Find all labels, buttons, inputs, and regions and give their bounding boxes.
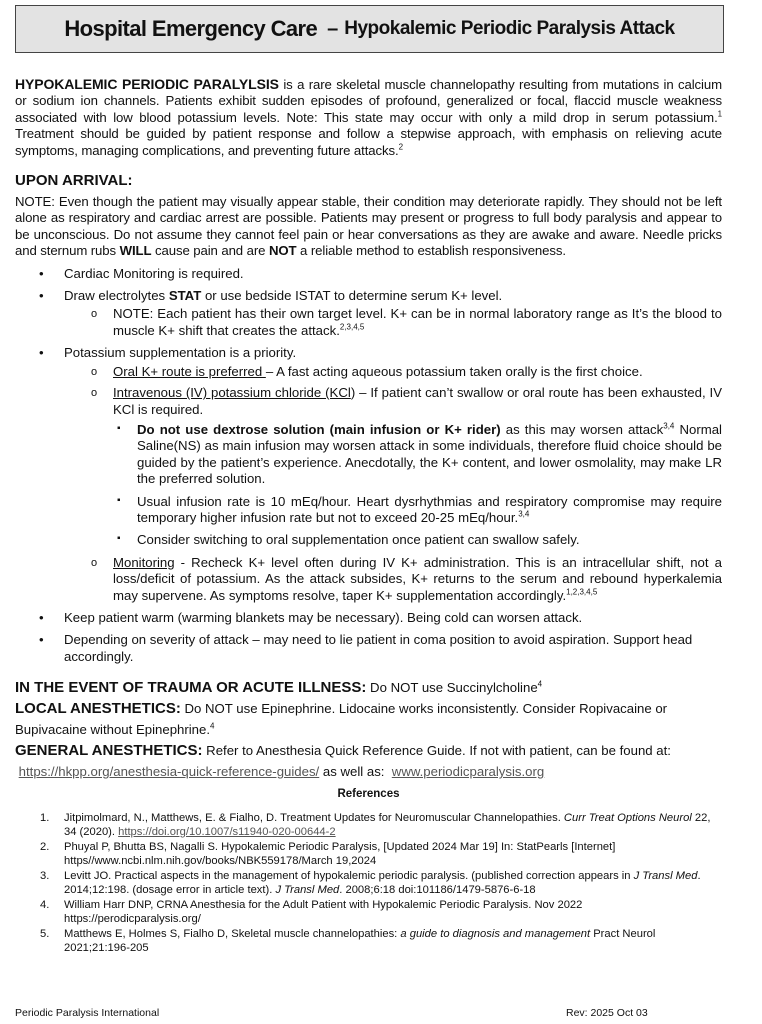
reference-item: 5. Matthews E, Holmes S, Fialho D, Skeletal muscle channelopathies: a guide to diagnosis and management Pract Neurol 2021;21:196-205 xyxy=(40,928,656,954)
citation: 3,4 xyxy=(518,509,530,519)
list-item: o NOTE: Each patient has their own target level. K+ can be in normal laboratory range as It’s the blood to muscle K+ shift that creates the attack.$^{2,3,4,5}$ xyxy=(91,306,722,338)
main-content xyxy=(15,76,722,782)
citation: 4 xyxy=(537,679,543,689)
list-item: • Cardiac Monitoring is required. xyxy=(39,265,244,281)
citation: 3,4 xyxy=(663,421,675,431)
list-item: ▪ Usual infusion rate is 10 mEq/hour. Heart dysrhythmias and respiratory compromise may require temporary higher infusion rate but not to exceed 20-25 mEq/hour.$^{3,4}$ xyxy=(117,493,722,525)
footer-organization: Periodic Paralysis International xyxy=(15,1007,160,1019)
intro-paragraph: HYPOKALEMIC PERIODIC PARALYLSIS is a rare skeletal muscle channelopathy resulting from mutations in calcium or sodium ion channels. Patients exhibit sudden episodes of profound, generalized or focal, flaccid muscle weakness associated with low blood potassium levels. Note: This state may occur with only a mild drop in serum potassium.$^1$ Treatment should be guided by patient response and follow a stepwise approach, with emphasis on relieving acute symptoms, managing complications, and preventing future attacks.$^2$ xyxy=(15,76,723,158)
general-anesthetics-alert: GENERAL ANESTHETICS: Refer to Anesthesia Quick Reference Guide. If not with patient, can be found at: https://hkpp.org/anesthesia-quick-reference-guides/ as well as: www.periodicparalysis.org xyxy=(15,742,671,780)
circle-bullet-icon: o xyxy=(91,387,98,400)
list-item: o Oral K+ route is preferred – A fast acting aqueous potassium taken orally is the first choice. xyxy=(91,363,643,379)
intro-term: HYPOKALEMIC PERIODIC PARALYLSIS xyxy=(15,76,279,92)
bullet-icon: • xyxy=(39,288,44,304)
references-heading: References xyxy=(337,788,400,800)
trauma-alert: IN THE EVENT OF TRAUMA OR ACUTE ILLNESS: Do NOT use Succinylcholine$^4$ xyxy=(15,679,543,697)
circle-bullet-icon: o xyxy=(91,308,98,321)
list-item: • Keep patient warm (warming blankets may be necessary). Being cold can worsen attack. xyxy=(39,609,583,625)
square-bullet-icon: ▪ xyxy=(117,422,121,434)
section-heading-arrival: UPON ARRIVAL: xyxy=(15,172,133,190)
footer-revision: Rev: 2025 Oct 03 xyxy=(566,1007,648,1019)
page-subtitle: Hypokalemic Periodic Paralysis Attack xyxy=(344,18,675,39)
page-title: Hospital Emergency Care xyxy=(64,16,318,41)
local-anesthetics-alert: LOCAL ANESTHETICS: Do NOT use Epinephrine. Lidocaine works inconsistently. Consider Ropivacaine or Bupivacaine without Epinephrine.$^4$ xyxy=(15,700,668,738)
page-title-box xyxy=(15,5,724,53)
references-section xyxy=(15,787,722,956)
arrival-note: NOTE: Even though the patient may visually appear stable, their condition may deteriorate rapidly. They should not be left alone as respiratory and cardiac arrest are possible. Patients may present or progress to full body paralysis and appear to be unconscious. Do not assume they cannot feel pain or hear conversations as they are awake and aware. Needle pricks and sternum rubs WILL cause pain and are NOT a reliable method to establish responsiveness. xyxy=(15,194,722,259)
square-bullet-icon: ▪ xyxy=(117,533,121,545)
list-item: o Intravenous (IV) potassium chloride (KCl) – If patient can’t swallow or oral route has been exhausted, IV KCl is required. ▪ Do not use dextrose solution (main infusion or K+ rider) as this may worsen attack$^{3,4}$ Normal Saline(NS) as main infusion may worsen attack in some individuals, therefore fluid choice should be guided by the patient’s experience. Anecdotally, the K+ content, and lower osmolality, may make LR the preferred solution. ▪ Usual infusion rate is 10 mEq/hour. Heart dysrhythmias and respiratory compromise may require temporary higher infusion rate but not to exceed 20-25 mEq/hour.$^{3,4}$ ▪ Consider switching to oral supplementation once patient can swallow safely. xyxy=(91,385,722,548)
citation: 1 xyxy=(717,109,722,119)
bullet-icon: • xyxy=(39,632,44,648)
citation: 2,3,4,5 xyxy=(339,322,365,332)
reference-item: 2. Phuyal P, Bhutta BS, Nagalli S. Hypokalemic Periodic Paralysis, [Updated 2024 Mar 19] In: StatPearls [Internet] https//www.ncbi.nlm.nih.gov/books/NBK559178/March 19,2024 xyxy=(40,841,616,867)
citation: 1,2,3,4,5 xyxy=(566,587,598,597)
list-item: • Depending on severity of attack – may need to lie patient in coma position to avoid aspiration. Support head accordingly. xyxy=(39,632,693,664)
list-item: • Potassium supplementation is a priority. o Oral K+ route is preferred – A fast acting aqueous potassium taken orally is the first choice. o Intravenous (IV) potassium chloride (KCl) – If patient can’t swallow or oral route has been exhausted, IV KCl is required. ▪ Do not use dextrose solution (main infusion or K+ rider) as this may worsen attack$^{3,4}$ Normal Saline(NS) as main infusion may worsen attack in some individuals, therefore fluid choice should be guided by the patient’s experience. Anecdotally, the K+ content, and lower osmolality, may make LR the preferred solution. ▪ Usual infusion rate is 10 mEq/hour. Heart dysrhythmias and respiratory compromise may require temporary higher infusion rate but not to exceed 20-25 mEq/hour.$^{3,4}$ ▪ Consider switching to oral supplementation once patient can swallow safely. o Monitoring - Recheck K+ level often during IV K+ administration. This is an intracellular shift, not a loss/deficit of potassium. As the attack subsides, K+ returns to the serum and rebound hyperkalemia may supervene. As symptoms resolve, taper K+ supplementation accordingly.$^{1,2,3,4,5}$ xyxy=(39,345,722,603)
square-bullet-icon: ▪ xyxy=(117,494,121,506)
list-item: ▪ Do not use dextrose solution (main infusion or K+ rider) as this may worsen attack$^{3,4}$ Normal Saline(NS) as main infusion may worsen attack in some individuals, therefore fluid choice should be guided by the patient’s experience. Anecdotally, the K+ content, and lower osmolality, may make LR the preferred solution. xyxy=(117,421,722,487)
reference-item: 1. Jitpimolmard, N., Matthews, E. & Fialho, D. Treatment Updates for Neuromuscular Channelopathies. Curr Treat Options Neurol 22, 34 (2020). https://doi.org/10.1007/s11940-020-00644-2 xyxy=(40,812,711,838)
arrival-checklist xyxy=(15,266,722,666)
bullet-icon: • xyxy=(39,265,44,281)
list-item: • Draw electrolytes STAT or use bedside ISTAT to determine serum K+ level. o NOTE: Each patient has their own target level. K+ can be in normal laboratory range as It’s the blood to muscle K+ shift that creates the attack.$^{2,3,4,5}$ xyxy=(39,288,722,338)
reference-list xyxy=(15,811,722,955)
periodic-paralysis-link[interactable]: www.periodicparalysis.org xyxy=(391,764,545,780)
circle-bullet-icon: o xyxy=(91,365,98,378)
alerts-section xyxy=(15,677,722,782)
bullet-icon: • xyxy=(39,609,44,625)
doi-link[interactable]: https://doi.org/10.1007/s11940-020-00644-2 xyxy=(118,826,336,838)
citation: 4 xyxy=(210,721,215,731)
bullet-icon: • xyxy=(39,345,44,361)
title-separator: – xyxy=(327,17,339,40)
reference-item: 3. Levitt JO. Practical aspects in the management of hypokalemic periodic paralysis. (published correction appears in J Transl Med. 2014;12:198. (dosage error in article text). J Transl Med. 2008;6:18 doi:101186/1479-5876-6-18 xyxy=(40,870,701,896)
reference-item: 4. William Harr DNP, CRNA Anesthesia for the Adult Patient with Hypokalemic Periodic Paralysis. Nov 2022 https://perodicparalysis.org/ xyxy=(40,899,583,925)
circle-bullet-icon: o xyxy=(91,556,98,569)
citation: 2 xyxy=(398,142,403,152)
list-item: ▪ Consider switching to oral supplementation once patient can swallow safely. xyxy=(117,532,580,548)
list-item: o Monitoring - Recheck K+ level often during IV K+ administration. This is an intracellular shift, not a loss/deficit of potassium. As the attack subsides, K+ returns to the serum and rebound hyperkalemia may supervene. As symptoms resolve, taper K+ supplementation accordingly.$^{1,2,3,4,5}$ xyxy=(91,554,722,603)
anesthesia-guide-link[interactable]: https://hkpp.org/anesthesia-quick-reference-guides/ xyxy=(18,764,320,780)
